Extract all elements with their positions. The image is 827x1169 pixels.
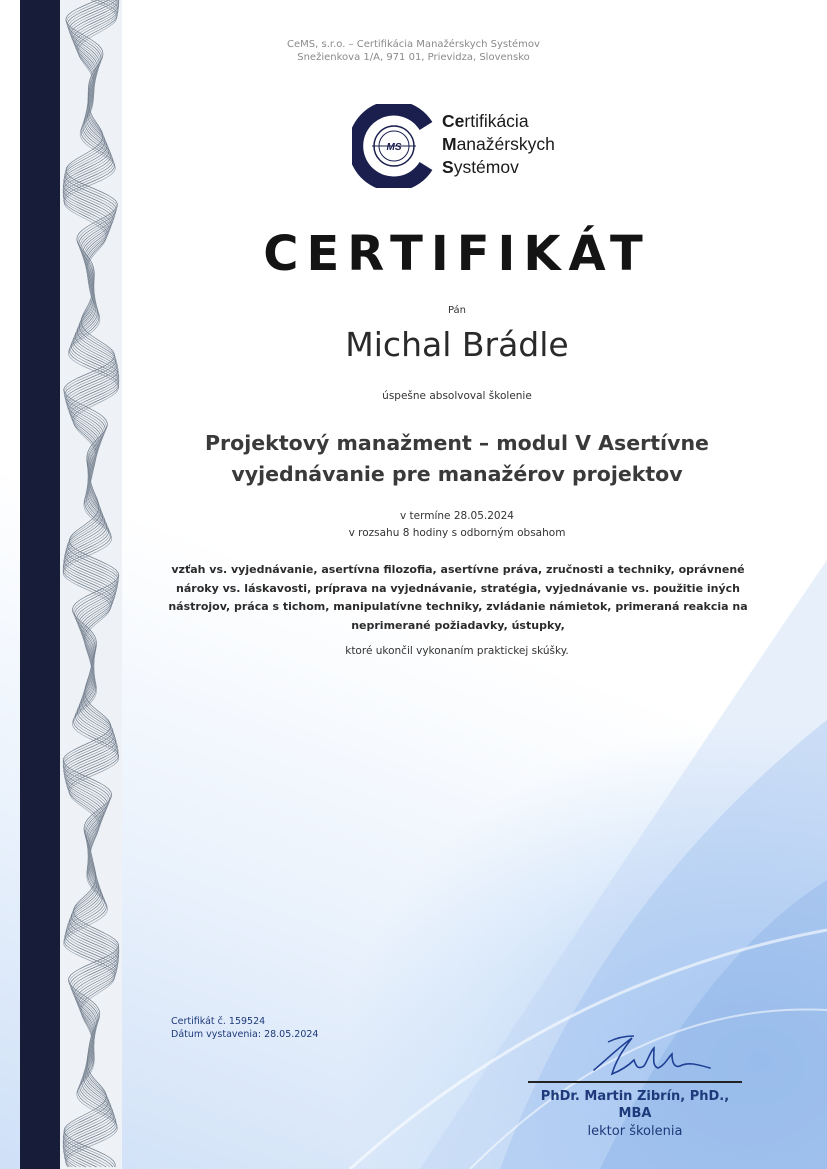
- logo-wordmark: [442, 110, 555, 179]
- logo-emblem-text: MS: [386, 142, 402, 153]
- logo-line-2: Manažérskych: [442, 134, 555, 154]
- course-scope: v rozsahu 8 hodiny s odborným obsahom: [348, 527, 566, 539]
- left-dark-band: [20, 0, 60, 1169]
- logo-line-3: Systémov: [442, 157, 519, 177]
- cems-logo-icon: [352, 104, 436, 188]
- issuer-address: Snežienkova 1/A, 971 01, Prievidza, Slovensko: [297, 52, 530, 63]
- certificate-info: [171, 1015, 318, 1041]
- completed-text: úspešne absolvoval školenie: [382, 390, 532, 402]
- signature-image: [588, 1030, 718, 1082]
- guilloche-border: [60, 0, 122, 1169]
- course-title: Projektový manažment – modul V Asertívne vyjednávanie pre manažérov projektov: [205, 431, 709, 486]
- exam-text: ktoré ukončil vykonaním praktickej skúšky.: [345, 645, 569, 657]
- signer-role: lektor školenia: [587, 1124, 683, 1139]
- issuer-name: CeMS, s.r.o. – Certifikácia Manažérskych Systémov: [287, 39, 540, 50]
- signature-line: [528, 1081, 742, 1083]
- issue-date: Dátum vystavenia: 28.05.2024: [171, 1029, 319, 1040]
- issuer-header: [0, 38, 827, 64]
- certificate-title: CERTIFIKÁT: [263, 226, 651, 282]
- course-details: [0, 508, 827, 542]
- course-term: v termíne 28.05.2024: [400, 510, 514, 522]
- salutation: Pán: [447, 305, 467, 316]
- signer-name: PhDr. Martin Zibrín, PhD., MBA: [540, 1089, 730, 1121]
- recipient-name: Michal Brádle: [345, 325, 569, 364]
- course-topics: vzťah vs. vyjednávanie, asertívna filozofia, asertívne práva, zručnosti a techniky, oprávnené nároky vs. láskavosti, príprava na vyjednávanie, stratégia, vyjednávanie vs. použitie iných nástrojov, práca s tichom, manipulatívne techniky, zvládanie námietok, primeraná reakcia na neprimerané požiadavky, ústupky,: [168, 563, 748, 632]
- certificate-number: Certifikát č. 159524: [171, 1016, 266, 1027]
- logo-line-1: Certifikácia: [442, 111, 529, 131]
